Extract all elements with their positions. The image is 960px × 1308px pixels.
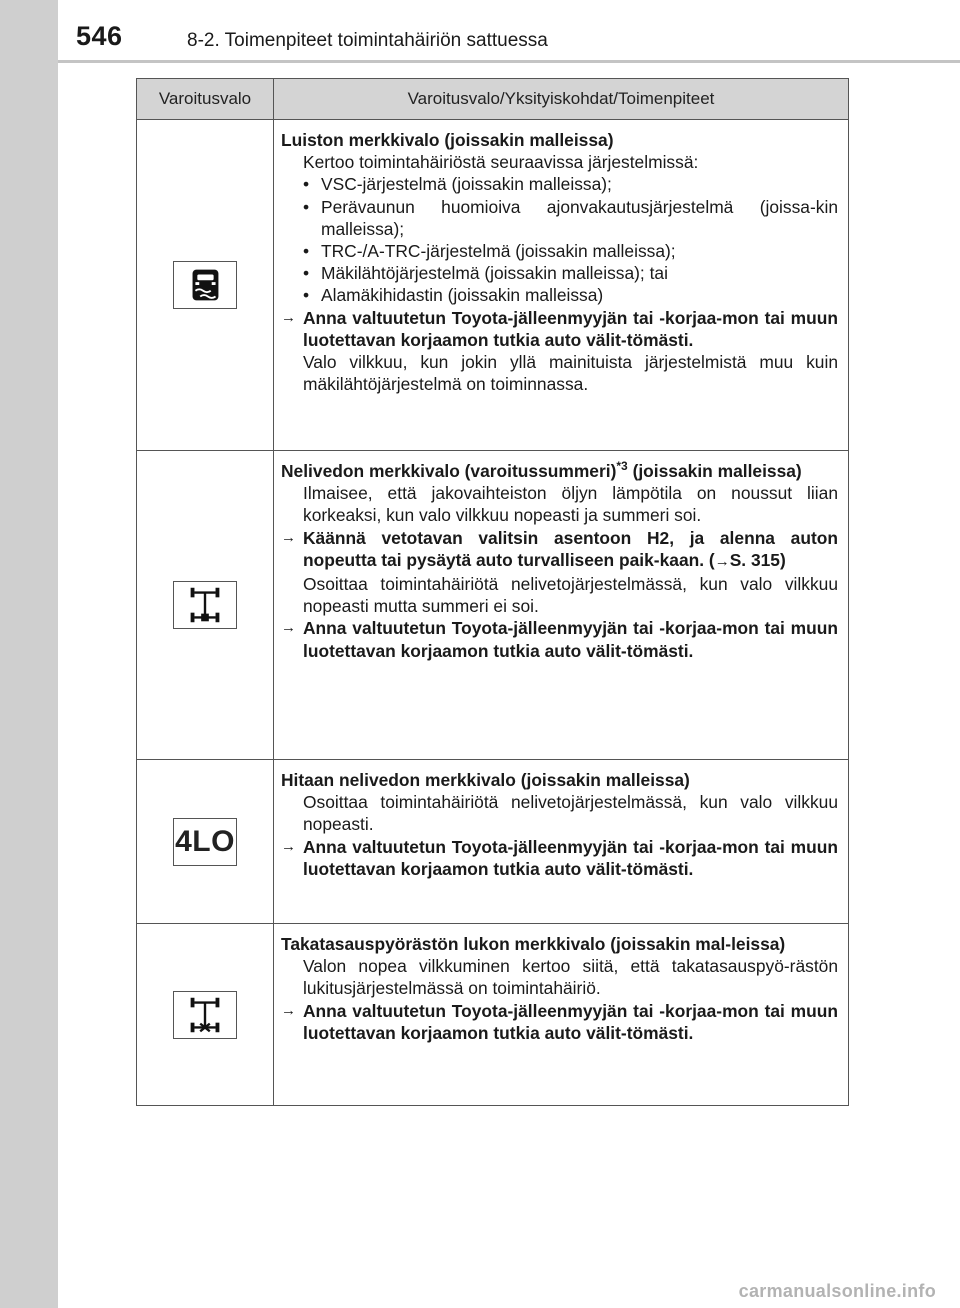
list-item: • Perävaunun huomioiva ajonvakautusjärjestelmä (joissa-kin malleissa);: [281, 196, 838, 240]
icon-cell: [137, 120, 274, 451]
list-item: • TRC-/A-TRC-järjestelmä (joissakin malleissa);: [281, 240, 838, 262]
light-title: Hitaan nelivedon merkkivalo (joissakin malleissa): [281, 770, 690, 790]
light-title-tail: (joissakin malleissa): [632, 461, 802, 481]
table-header-row: [137, 79, 849, 120]
description-text: Kertoo toimintahäiriöstä seuraavissa järjestelmissä:: [303, 152, 699, 173]
watermark: carmanualsonline.info: [738, 1281, 936, 1301]
system-list: [281, 173, 838, 306]
icon-cell: [137, 451, 274, 760]
section-title: 8-2. Toimenpiteet toimintahäiriön sattuessa: [187, 30, 548, 51]
table-row: [137, 451, 849, 760]
description-cell: [274, 120, 849, 451]
arrow-right-icon: →: [281, 308, 296, 326]
action-text: Anna valtuutetun Toyota-jälleenmyyjän tai -korjaa-mon tai muun luotettavan korjaamon tutkia auto välit-tömästi.: [303, 1000, 838, 1043]
action-instruction: [281, 836, 838, 880]
rear-differential-lock-icon: [173, 991, 237, 1039]
action-text: Anna valtuutetun Toyota-jälleenmyyjän tai -korjaa-mon tai muun luotettavan korjaamon tutkia auto välit-tömästi.: [303, 618, 838, 661]
action-instruction: [281, 1000, 838, 1044]
description-text: Osoittaa toimintahäiriötä nelivetojärjestelmässä, kun valo vilkkuu nopeasti.: [303, 792, 838, 835]
four-wheel-drive-icon: [173, 581, 237, 629]
column-header-details: Varoitusvalo/Yksityiskohdat/Toimenpiteet: [274, 79, 849, 120]
action-instruction: [281, 307, 838, 351]
table-row: [137, 120, 849, 451]
arrow-right-icon: →: [281, 1001, 296, 1019]
header-rule: [58, 60, 960, 63]
note-text: Valo vilkkuu, kun jokin yllä mainituista järjestelmistä muu kuin mäkilähtöjärjestelmä on toiminnassa.: [303, 352, 838, 395]
page-number: 546: [76, 21, 123, 51]
arrow-right-icon: →: [281, 528, 296, 546]
action-text: Anna valtuutetun Toyota-jälleenmyyjän tai -korjaa-mon tai muun luotettavan korjaamon tutkia auto välit-tömästi.: [303, 836, 838, 879]
action-instruction: [281, 527, 838, 573]
light-title: Luiston merkkivalo (joissakin malleissa): [281, 130, 614, 150]
list-item: • VSC-järjestelmä (joissakin malleissa);: [281, 173, 838, 195]
page-reference-link[interactable]: S. 315): [729, 549, 786, 570]
light-title: Takatasauspyörästön lukon merkkivalo (joissakin mal-leissa): [281, 934, 786, 954]
arrow-right-icon: →: [281, 619, 296, 637]
action-text: Käännä vetotavan valitsin asentoon H2, ja alenna auton nopeutta tai pysäytä auto turvalliseen paik-kaan. (: [303, 527, 838, 570]
table-row: [137, 924, 849, 1106]
description-cell: [274, 924, 849, 1106]
description-text: Ilmaisee, että jakovaihteiston öljyn lämpötila on noussut liian korkeaksi, kun valo vilkkuu nopeasti ja summeri soi.: [303, 483, 838, 526]
column-header-warning-light: Varoitusvalo: [137, 79, 274, 120]
arrow-right-icon: →: [714, 552, 730, 570]
footnote-marker: *3: [616, 459, 628, 474]
description-text: Valon nopea vilkkuminen kertoo siitä, että takatasauspyö-rästön lukitusjärjestelmässä on toimintahäiriö.: [303, 956, 838, 999]
4lo-indicator-icon: 4LO: [173, 818, 237, 866]
light-title-text: Nelivedon merkkivalo (varoitussummeri): [281, 461, 617, 481]
table-row: [137, 760, 849, 924]
icon-cell: [137, 924, 274, 1106]
action-text: Anna valtuutetun Toyota-jälleenmyyjän tai -korjaa-mon tai muun luotettavan korjaamon tutkia auto välit-tömästi.: [303, 307, 838, 350]
light-title: [281, 460, 838, 482]
arrow-right-icon: →: [281, 837, 296, 855]
list-item: • Alamäkihidastin (joissakin malleissa): [281, 284, 838, 306]
icon-cell: [137, 760, 274, 924]
description-cell: [274, 451, 849, 760]
warning-light-table: [136, 78, 849, 1106]
description-cell: [274, 760, 849, 924]
action-instruction: [281, 617, 838, 661]
list-item: • Mäkilähtöjärjestelmä (joissakin malleissa); tai: [281, 262, 838, 284]
description-text: Osoittaa toimintahäiriötä nelivetojärjestelmässä, kun valo vilkkuu nopeasti mutta summeri ei soi.: [303, 574, 838, 617]
side-tab-bar: [0, 0, 58, 1308]
slip-indicator-icon: [173, 261, 237, 309]
